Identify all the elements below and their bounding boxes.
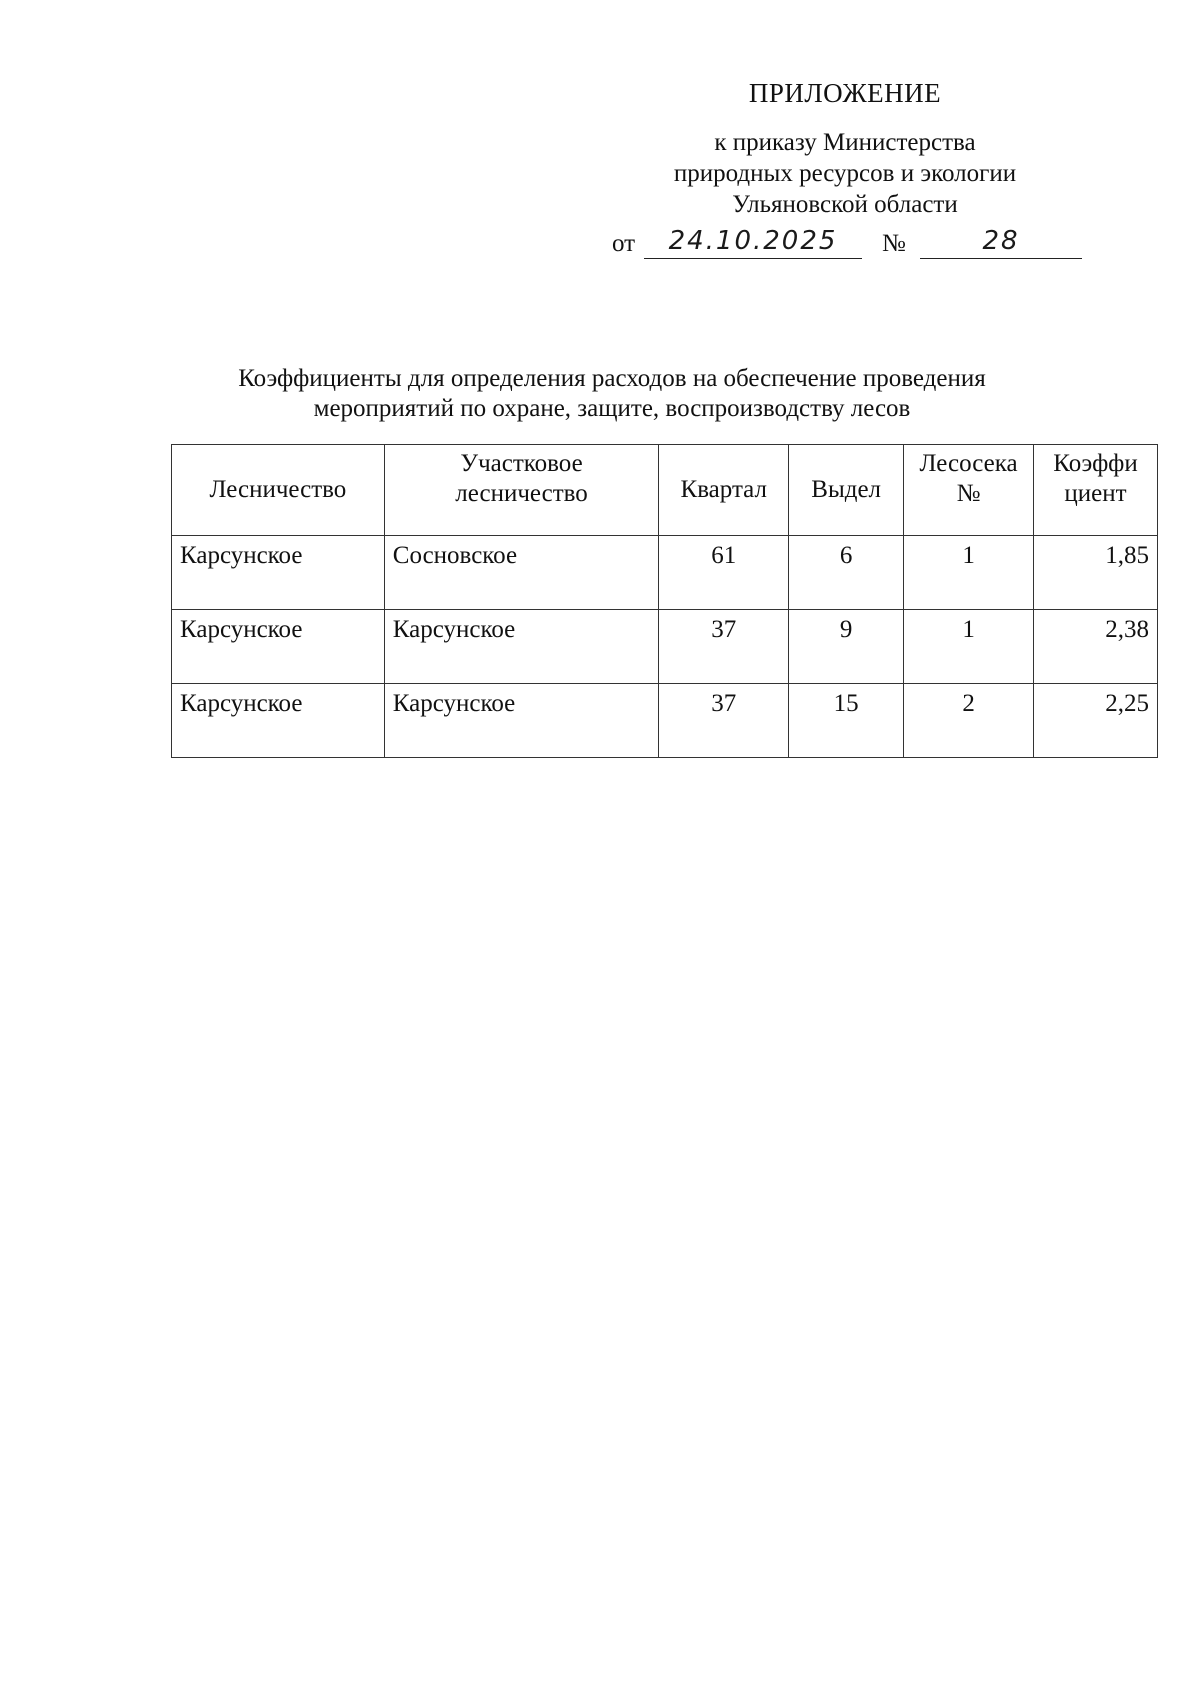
header-forestry: Лесничество	[172, 445, 385, 536]
header-district-forestry	[384, 445, 659, 536]
header-coefficient-line-1: Коэффи	[1053, 450, 1138, 477]
cell-cutting-area: 1	[904, 610, 1034, 684]
cell-forestry: Карсунское	[172, 684, 385, 758]
appendix-header	[600, 78, 1090, 220]
document-title-line-2: мероприятий по охране, защите, воспроизводству лесов	[313, 395, 911, 422]
order-date-number-line	[612, 228, 1082, 262]
cell-quarter: 37	[659, 610, 789, 684]
date-label: от	[612, 230, 636, 257]
appendix-line-order: к приказу Министерства	[714, 129, 976, 156]
handwritten-date: 24.10.2025	[644, 228, 862, 259]
appendix-line-ministry: природных ресурсов и экологии	[673, 160, 1017, 187]
cell-forestry: Карсунское	[172, 610, 385, 684]
header-coefficient-line-2: циент	[1064, 480, 1127, 507]
header-cutting-area-line-2: №	[956, 480, 981, 507]
cell-allotment: 6	[789, 536, 904, 610]
table-row	[172, 610, 1158, 684]
cell-district-forestry: Сосновское	[384, 536, 659, 610]
header-district-forestry-line-2: лесничество	[455, 480, 588, 507]
cell-forestry: Карсунское	[172, 536, 385, 610]
table-row	[172, 684, 1158, 758]
cell-coefficient: 1,85	[1034, 536, 1158, 610]
header-cutting-area-line-1: Лесосека	[919, 450, 1018, 477]
cell-cutting-area: 2	[904, 684, 1034, 758]
document-title-line-1: Коэффициенты для определения расходов на обеспечение проведения	[238, 365, 986, 392]
cell-coefficient: 2,38	[1034, 610, 1158, 684]
cell-district-forestry: Карсунское	[384, 610, 659, 684]
header-cutting-area	[904, 445, 1034, 536]
cell-cutting-area: 1	[904, 536, 1034, 610]
cell-quarter: 37	[659, 684, 789, 758]
appendix-line-region: Ульяновской области	[732, 191, 958, 218]
cell-district-forestry: Карсунское	[384, 684, 659, 758]
handwritten-number: 28	[920, 228, 1082, 259]
table-header-row	[172, 445, 1158, 536]
cell-quarter: 61	[659, 536, 789, 610]
appendix-title: ПРИЛОЖЕНИЕ	[748, 78, 942, 108]
cell-coefficient: 2,25	[1034, 684, 1158, 758]
cell-allotment: 15	[789, 684, 904, 758]
header-coefficient	[1034, 445, 1158, 536]
document-title	[158, 364, 1066, 424]
number-label: №	[882, 230, 906, 257]
header-allotment: Выдел	[789, 445, 904, 536]
table-row	[172, 536, 1158, 610]
header-district-forestry-line-1: Участковое	[460, 450, 583, 477]
header-quarter: Квартал	[659, 445, 789, 536]
coefficients-table	[171, 444, 1158, 758]
cell-allotment: 9	[789, 610, 904, 684]
